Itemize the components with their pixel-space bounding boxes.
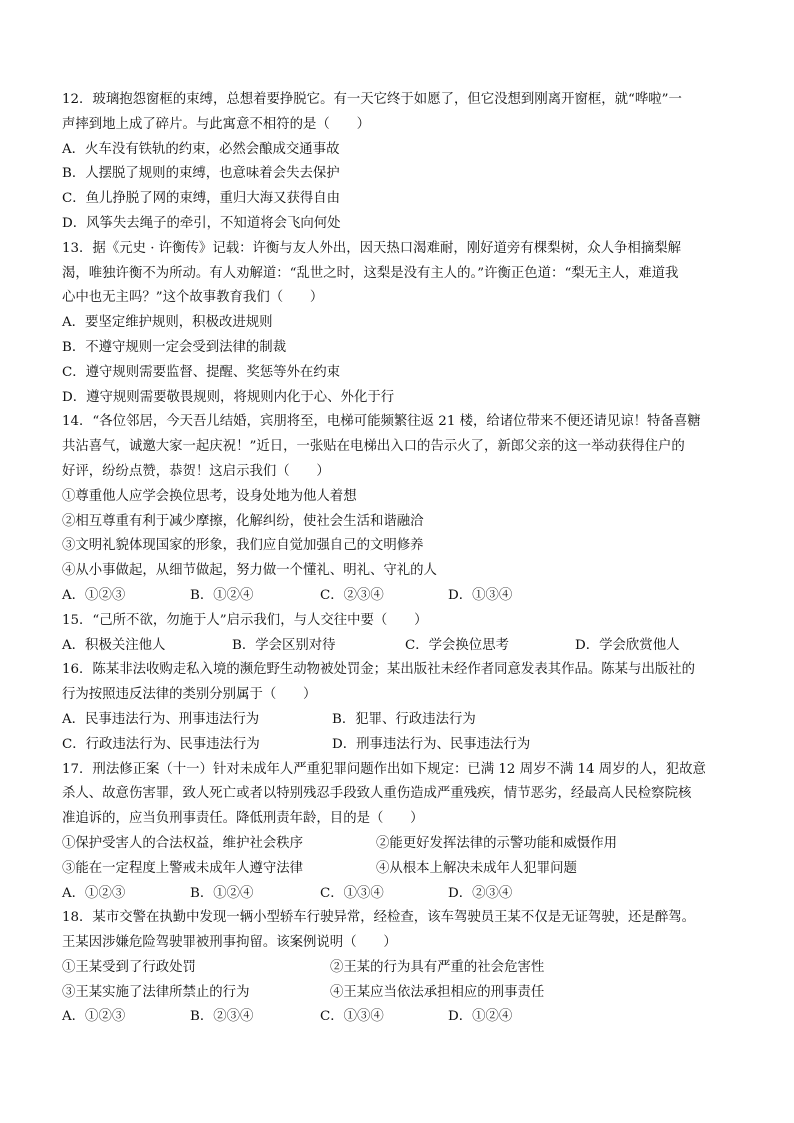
statement-1: ①保护受害人的合法权益，维护社会秩序 bbox=[62, 835, 304, 851]
option-c: C．行政违法行为、民事违法行为 bbox=[62, 736, 260, 752]
option-c: C．鱼儿挣脱了网的束缚，重归大海又获得自由 bbox=[62, 191, 341, 207]
option-d: D．①②④ bbox=[448, 1009, 513, 1025]
option-c: C．①③④ bbox=[320, 885, 384, 901]
question-17 bbox=[62, 758, 734, 907]
question-13 bbox=[62, 237, 734, 411]
statements-row bbox=[62, 832, 734, 857]
option-b: B．②③④ bbox=[190, 1009, 254, 1025]
option-b: B．①②④ bbox=[190, 587, 254, 603]
option-b: B．人摆脱了规则的束缚，也意味着会失去保护 bbox=[62, 166, 340, 182]
options-row bbox=[62, 634, 734, 659]
question-14 bbox=[62, 410, 734, 608]
question-18 bbox=[62, 906, 734, 1030]
statement-2: ②相互尊重有利于减少摩擦，化解纠纷，使社会生活和谐融洽 bbox=[62, 513, 424, 529]
options-row bbox=[62, 1005, 734, 1030]
question-stem-line: 12．玻璃抱怨窗框的束缚，总想着要挣脱它。有一天它终于如愿了，但它没想到刚离开窗框，就“哗啦”一 bbox=[62, 92, 682, 107]
question-15 bbox=[62, 609, 734, 659]
statements-row bbox=[62, 857, 734, 882]
statement-4: ④王某应当依法承担相应的刑事责任 bbox=[330, 984, 545, 1000]
question-stem-line: 心中也无主吗？”这个故事教育我们（ ） bbox=[62, 290, 324, 306]
option-a: A．①②③ bbox=[62, 587, 126, 603]
option-a: A．积极关注他人 bbox=[62, 637, 166, 653]
question-stem-line: 声摔到地上成了碎片。与此寓意不相符的是（ ） bbox=[62, 116, 370, 132]
option-c: C．遵守规则需要监督、提醒、奖惩等外在约束 bbox=[62, 364, 341, 380]
question-stem-line: 渴，唯独许衡不为所动。有人劝解道：“乱世之时，这梨是没有主人的。”许衡正色道：“梨无主人，难道我 bbox=[62, 265, 679, 281]
option-d: D．刑事违法行为、民事违法行为 bbox=[332, 736, 531, 752]
statement-3: ③王某实施了法律所禁止的行为 bbox=[62, 984, 250, 1000]
options-row bbox=[62, 584, 734, 609]
option-d: D．学会欣赏他人 bbox=[575, 637, 680, 653]
question-12 bbox=[62, 88, 734, 237]
question-stem-line: 13．据《元史 · 许衡传》记载：许衡与友人外出，因天热口渴难耐，刚好道旁有棵梨树，众人争相摘梨解 bbox=[62, 240, 681, 256]
question-stem-line: 好评，纷纷点赞，恭贺！这启示我们（ ） bbox=[62, 463, 330, 479]
question-stem-line: 准追诉的，应当负刑事责任。降低刑责年龄，目的是（ ） bbox=[62, 811, 424, 827]
statement-3: ③文明礼貌体现国家的形象，我们应自觉加强自己的文明修养 bbox=[62, 538, 424, 554]
option-a: A．①②③ bbox=[62, 1009, 126, 1025]
statement-1: ①尊重他人应学会换位思考，设身处地为他人着想 bbox=[62, 488, 357, 504]
statement-4: ④从小事做起，从细节做起，努力做一个懂礼、明礼、守礼的人 bbox=[62, 563, 437, 579]
option-c: C．①③④ bbox=[320, 1009, 384, 1025]
question-stem-line: 15．“己所不欲，勿施于人”启示我们，与人交往中要（ ） bbox=[62, 612, 428, 628]
question-stem-line: 17．刑法修正案（十一）针对未成年人严重犯罪问题作出如下规定：已满 12 周岁不满 14 周岁的人，犯故意 bbox=[62, 761, 706, 777]
options-row bbox=[62, 733, 734, 758]
option-a: A．民事违法行为、刑事违法行为 bbox=[62, 711, 260, 727]
option-c: C．学会换位思考 bbox=[405, 637, 509, 653]
option-c: C．②③④ bbox=[320, 587, 384, 603]
statement-2: ②能更好发挥法律的示警功能和威慑作用 bbox=[376, 835, 618, 851]
question-stem-line: 王某因涉嫌危险驾驶罪被刑事拘留。该案例说明（ ） bbox=[62, 935, 397, 951]
statements-row bbox=[62, 956, 734, 981]
options-row bbox=[62, 882, 734, 907]
question-16 bbox=[62, 658, 734, 757]
question-stem-line: 共沾喜气，诚邀大家一起庆祝！”近日，一张贴在电梯出入口的告示火了，新郎父亲的这一举动获得住户的 bbox=[62, 439, 685, 455]
question-stem-line: 16．陈某非法收购走私入境的濒危野生动物被处罚金；某出版社未经作者同意发表其作品。陈某与出版社的 bbox=[62, 662, 696, 678]
option-d: D．遵守规则需要敬畏规则，将规则内化于心、外化于行 bbox=[62, 389, 395, 405]
option-d: D．风筝失去绳子的牵引，不知道将会飞向何处 bbox=[62, 215, 341, 231]
option-b: B．不遵守规则一定会受到法律的制裁 bbox=[62, 339, 287, 355]
statement-4: ④从根本上解决未成年人犯罪问题 bbox=[376, 860, 577, 876]
question-stem-line: 行为按照违反法律的类别分别属于（ ） bbox=[62, 687, 317, 703]
option-d: D．①③④ bbox=[448, 587, 513, 603]
statements-row bbox=[62, 981, 734, 1006]
statement-3: ③能在一定程度上警戒未成年人遵守法律 bbox=[62, 860, 304, 876]
option-d: D．②③④ bbox=[448, 885, 513, 901]
options-row bbox=[62, 708, 734, 733]
option-a: A．火车没有铁轨的约束，必然会酿成交通事故 bbox=[62, 141, 340, 157]
option-b: B．①②④ bbox=[190, 885, 254, 901]
question-stem-line: 14．“各位邻居，今天吾儿结婚，宾朋将至，电梯可能频繁往返 21 楼，给诸位带来不便还请见谅！特备喜糖 bbox=[62, 414, 701, 430]
option-b: B．犯罪、行政违法行为 bbox=[332, 711, 476, 727]
statement-1: ①王某受到了行政处罚 bbox=[62, 959, 196, 975]
option-b: B．学会区别对待 bbox=[232, 637, 336, 653]
question-stem-line: 18．某市交警在执勤中发现一辆小型轿车行驶异常，经检查，该车驾驶员王某不仅是无证驾驶，还是醉驾。 bbox=[62, 910, 696, 926]
option-a: A．要坚定维护规则，积极改进规则 bbox=[62, 315, 273, 331]
question-stem-line: 杀人、故意伤害罪，致人死亡或者以特别残忍手段致人重伤造成严重残疾，情节恶劣，经最高人民检察院核 bbox=[62, 786, 692, 802]
option-a: A．①②③ bbox=[62, 885, 126, 901]
statement-2: ②王某的行为具有严重的社会危害性 bbox=[330, 959, 545, 975]
